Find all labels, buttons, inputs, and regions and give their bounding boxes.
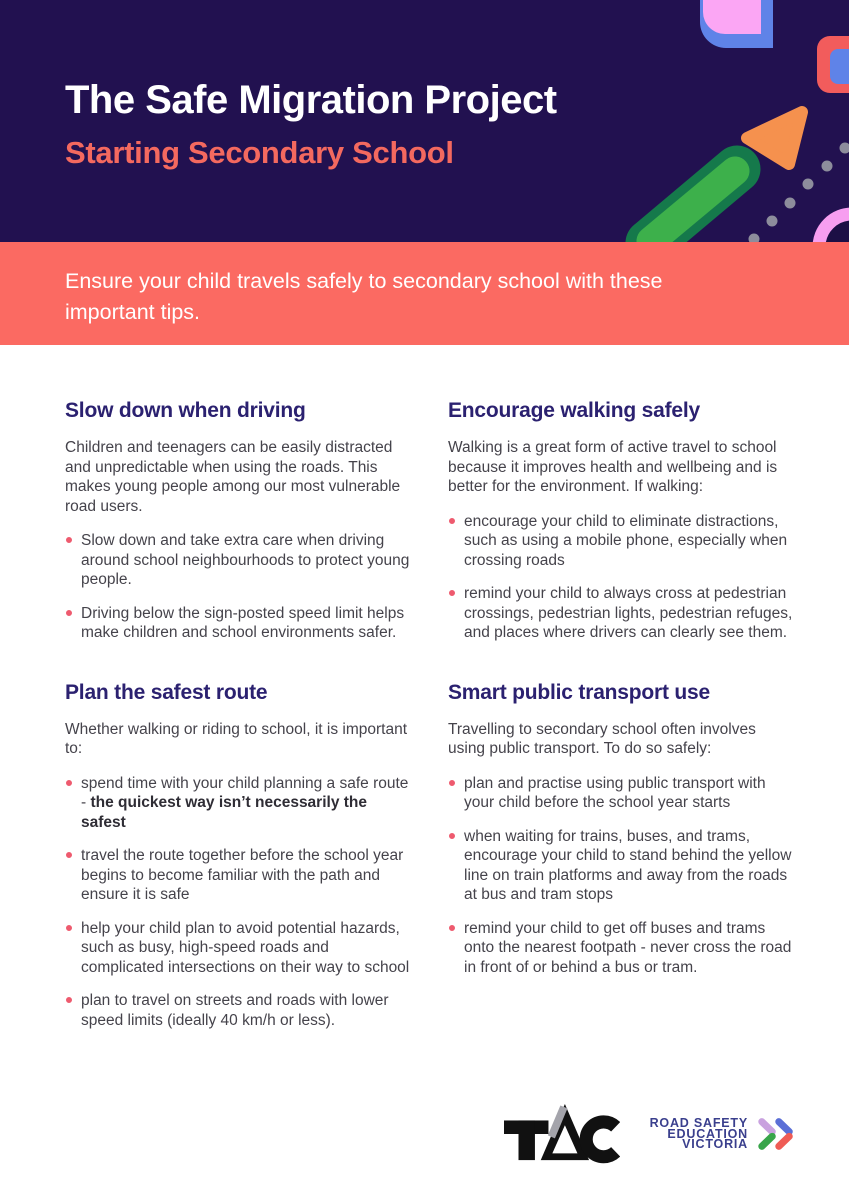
rsev-logo <box>650 1117 795 1151</box>
list-item: when waiting for trains, buses, and trams, encourage your child to stand behind the yellow line on train platforms and away from the roads at bus and tram stops <box>448 827 795 905</box>
bullet-icon <box>66 997 72 1003</box>
bullet-icon <box>66 925 72 931</box>
footer <box>0 1096 795 1172</box>
bullet-icon <box>66 610 72 616</box>
section-intro: Children and teenagers can be easily distracted and unpredictable when using the roads. This makes young people among our most vulnerable road users. <box>65 439 401 515</box>
list-item: travel the route together before the school year begins to become familiar with the path and ensure it is safe <box>65 846 412 905</box>
section-public-transport <box>448 681 795 992</box>
bullet-list <box>65 531 412 643</box>
section-heading: Slow down when driving <box>65 399 306 422</box>
tac-logo <box>504 1104 620 1164</box>
section-heading: Encourage walking safely <box>448 399 700 422</box>
list-item: plan and practise using public transport with your child before the school year starts <box>448 774 795 813</box>
list-item: remind your child to always cross at pedestrian crossings, pedestrian lights, pedestrian refuges, and places where drivers can clearly see them. <box>448 584 795 643</box>
bullet-list <box>448 512 795 643</box>
section-intro: Whether walking or riding to school, it is important to: <box>65 720 408 758</box>
intro-banner-text: Ensure your child travels safely to secondary school with these important tips. <box>65 269 663 324</box>
page-subtitle: Starting Secondary School <box>65 135 454 170</box>
list-item: remind your child to get off buses and trams onto the nearest footpath - never cross the road in front of or behind a bus or tram. <box>448 919 795 978</box>
list-item: plan to travel on streets and roads with lower speed limits (ideally 40 km/h or less). <box>65 991 412 1030</box>
bullet-list <box>65 774 412 1031</box>
bullet-icon <box>449 833 455 839</box>
section-intro: Travelling to secondary school often involves using public transport. To do so safely: <box>448 720 756 758</box>
section-slow-down <box>65 399 412 657</box>
bullet-icon <box>66 852 72 858</box>
double-chevron-icon <box>757 1117 795 1151</box>
list-item: help your child plan to avoid potential hazards, such as busy, high-speed roads and complicated intersections on their way to school <box>65 919 412 978</box>
bullet-icon <box>449 518 455 524</box>
section-safest-route <box>65 681 412 1045</box>
bullet-icon <box>449 780 455 786</box>
section-walking <box>448 399 795 657</box>
bullet-list <box>448 774 795 978</box>
intro-banner <box>0 242 849 345</box>
capsule-icon <box>649 169 737 242</box>
teardrop-icon <box>700 0 773 48</box>
header-banner <box>0 0 849 242</box>
list-item: Slow down and take extra care when driving around school neighbourhoods to protect young people. <box>65 531 412 590</box>
list-item: Driving below the sign-posted speed limit helps make children and school environments safer. <box>65 604 412 643</box>
bullet-icon <box>449 590 455 596</box>
rsev-logo-text: ROAD SAFETY EDUCATION VICTORIA <box>649 1115 748 1152</box>
list-item: encourage your child to eliminate distractions, such as using a mobile phone, especially when crossing roads <box>448 512 795 571</box>
section-intro: Walking is a great form of active travel to school because it improves health and wellbeing and is better for the environment. If walking: <box>448 439 778 496</box>
page-title: The Safe Migration Project <box>65 78 557 122</box>
bullet-icon <box>66 537 72 543</box>
bullet-icon <box>449 925 455 931</box>
content-grid <box>0 345 849 1044</box>
section-heading: Plan the safest route <box>65 680 268 704</box>
ring-icon <box>819 214 849 242</box>
list-item: spend time with your child planning a safe route - the quickest way isn’t necessarily the safest <box>65 774 412 833</box>
section-heading: Smart public transport use <box>448 680 711 704</box>
bullet-icon <box>66 780 72 786</box>
